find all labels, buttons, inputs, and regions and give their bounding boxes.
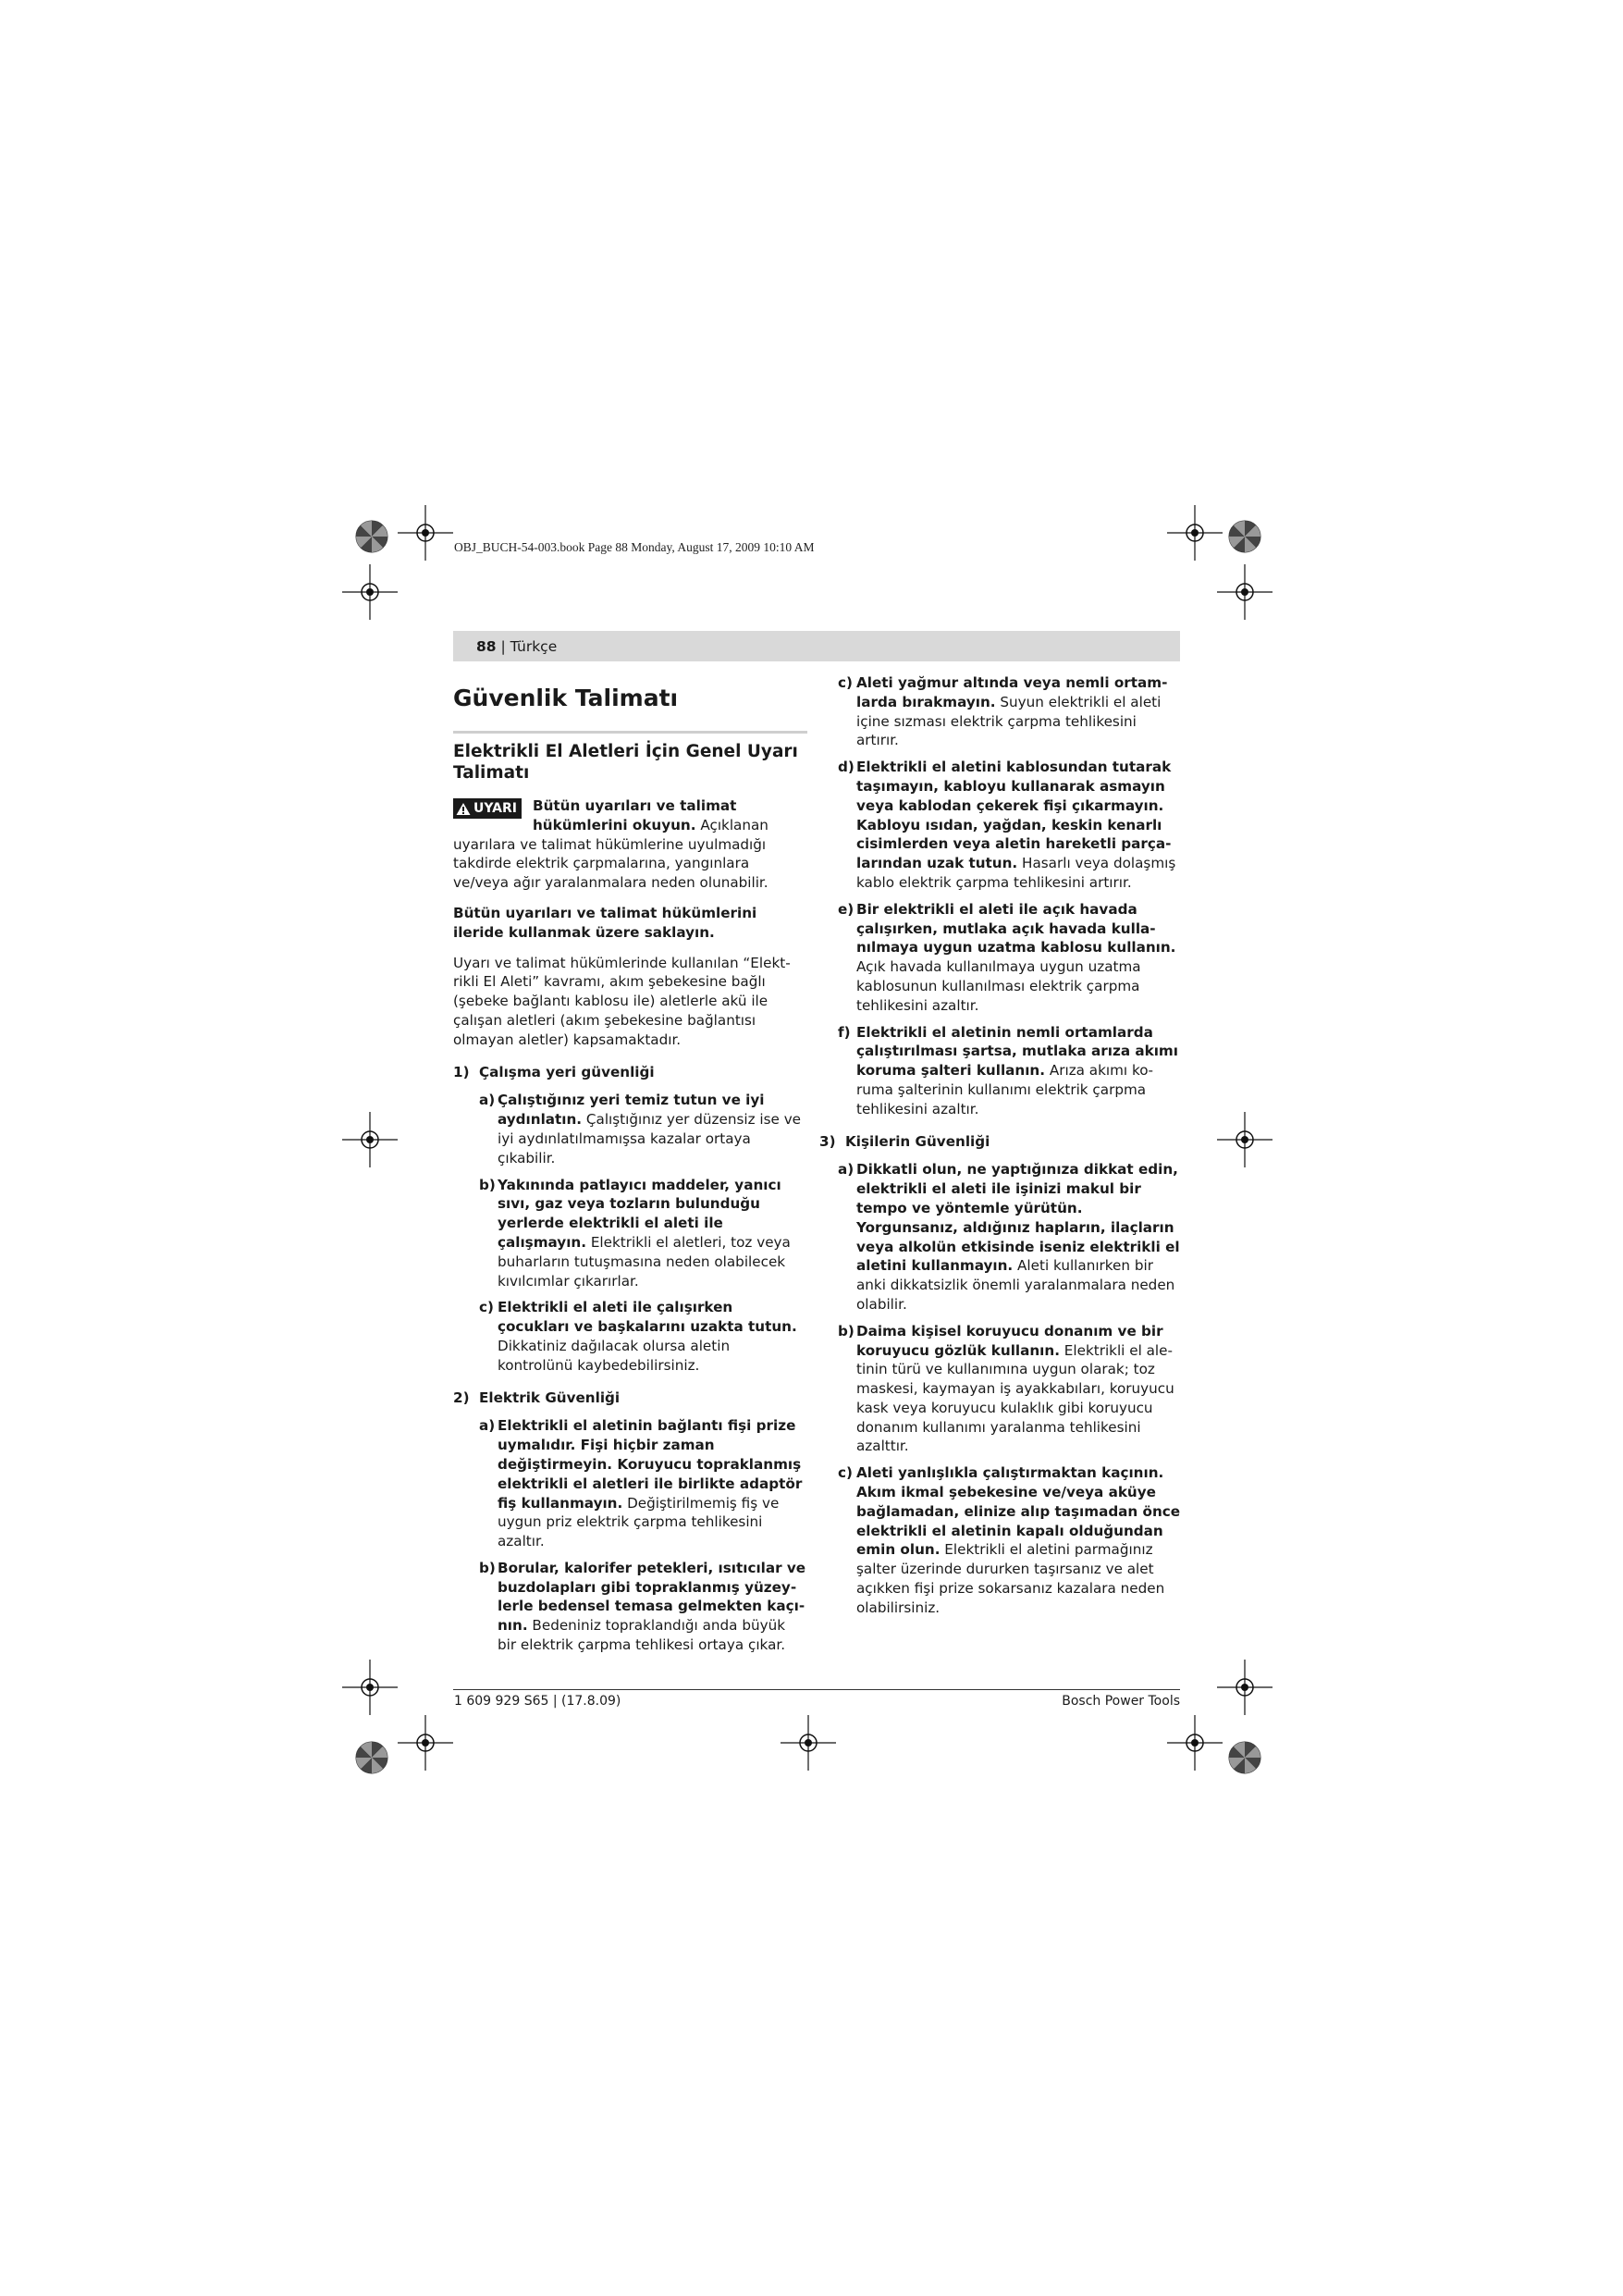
list-item <box>838 758 1182 893</box>
crosshair-mark <box>342 1112 398 1167</box>
crosshair-mark <box>1217 1112 1273 1167</box>
item-text <box>856 758 1182 893</box>
section-subtitle: Elektrikli El Aletleri İçin Genel Uyarı Talimatı <box>453 742 798 783</box>
item-letter: e) <box>838 900 855 918</box>
list-item <box>838 900 1182 1016</box>
item-text <box>498 1176 807 1291</box>
left-column <box>453 685 807 1655</box>
item-body-text: Elektrikli el aletleri, toz veya buharların tutuşmasına neden olabilecek kıvılcımlar çıkarırlar. <box>498 1233 791 1290</box>
crosshair-mark <box>1217 1660 1273 1715</box>
item-bold-text: Aleti yanlışlıkla çalıştırmaktan kaçının. Akım ikmal şebekesine ve/veya aküye bağlamadan, elinize alıp taşımadan önce elektrikli el aletinin kapalı olduğundan emin olun. <box>856 1464 1181 1559</box>
item-text <box>856 900 1182 1016</box>
section-number: 2) <box>453 1389 470 1406</box>
section-items <box>479 1416 807 1655</box>
crosshair-mark <box>781 1715 836 1771</box>
item-body-text: Dikkatiniz dağılacak olursa aletin kontrolünü kaybedebilirsiniz. <box>498 1337 731 1374</box>
intro-paragraph: Uyarı ve talimat hükümlerinde kullanılan “Elektrikli El Aleti” kavramı, akım şebekesine bağlı (şebeke bağlantı kablosu ile) aletlerle akü ile çalışan aletleri (akım şebekesine bağlantısı olmayan aletler) kapsamaktadır. <box>453 954 791 1048</box>
list-item <box>838 1160 1182 1314</box>
page-number: 88 <box>476 638 497 655</box>
footer-rule <box>453 1689 1180 1690</box>
warning-badge-label: UYARI <box>473 800 517 816</box>
warning-bold-text: Bütün uyarıları ve talimat hükümlerini okuyun. <box>533 797 737 833</box>
list-item <box>479 1091 807 1167</box>
item-body-text: Hasarlı veya dolaşmış kablo elektrik çarpma tehlikesini artırır. <box>856 855 1176 891</box>
item-bold-text: Çalıştığınız yeri temiz tutun ve iyi aydınlatın. <box>498 1092 765 1129</box>
section-heading <box>453 1063 807 1082</box>
footer-brand: Bosch Power Tools <box>1062 1694 1180 1709</box>
warning-badge <box>453 798 522 819</box>
item-text <box>498 1298 807 1375</box>
title-rule <box>453 731 807 734</box>
section-title: Kişilerin Güvenliği <box>845 1132 990 1150</box>
list-item <box>479 1559 807 1655</box>
registration-star-mark <box>1229 1742 1260 1773</box>
crosshair-mark <box>1217 564 1273 620</box>
footer-document-number: 1 609 929 S65 | (17.8.09) <box>454 1694 621 1709</box>
item-body-text: Aleti kullanırken bir anki dikkatsizlik önemli yaralanmalara neden olabilir. <box>856 1257 1175 1313</box>
crosshair-mark <box>398 1715 453 1771</box>
item-bold-text: Elektrikli el aletini kablosundan tutarak taşımayın, kabloyu kullanarak asmayın veya kablodan çekerek fişi çıkarmayın. Kabloyu ısıdan, yağdan, keskin kenarlı cisimlerden veya aletin hareketli parçalarından uzak tutun. <box>856 759 1172 872</box>
keep-instructions-note: Bütün uyarıları ve talimat hükümlerini ileride kullanmak üzere saklayın. <box>453 904 757 941</box>
item-letter: c) <box>479 1299 494 1316</box>
item-letter: d) <box>838 759 855 776</box>
item-bold-text: Elektrikli el aletinin bağlantı fişi prize uymalıdır. Fişi hiçbir zaman değiştirmeyin. Koruyucu topraklanmış elektrikli el aletleri ile birlikte adaptör fiş kullanmayın. <box>498 1417 803 1512</box>
crosshair-mark <box>342 564 398 620</box>
item-bold-text: Bir elektrikli el aleti ile açık havada çalışırken, mutlaka açık havada kullanılmaya uygun uzatma kablosu kullanın. <box>856 900 1176 957</box>
item-body-text: Çalıştığınız yer düzensiz ise ve iyi aydınlatılmamışsa kazalar ortaya çıkabilir. <box>498 1111 802 1167</box>
list-item <box>479 1176 807 1291</box>
item-text <box>856 1160 1182 1314</box>
item-body-text: Elektrikli el aletinin türü ve kullanımına uygun olarak; toz maskesi, kaymayan iş ayakkabıları, koruyucu kask veya koruyucu kulaklık gibi koruyucu donanım kullanımı yaralanma tehlikesini azalttır. <box>856 1341 1174 1455</box>
item-text <box>498 1559 807 1655</box>
item-body-text: Bedeniniz topraklandığı anda büyük bir elektrik çarpma tehlikesi ortaya çıkar. <box>498 1617 786 1654</box>
item-letter: a) <box>479 1092 496 1109</box>
item-text <box>498 1091 807 1167</box>
item-text <box>498 1416 807 1551</box>
registration-star-mark <box>356 521 387 552</box>
item-letter: f) <box>838 1023 851 1041</box>
item-bold-text: Borular, kalorifer petekleri, ısıtıcılar ve buzdolapları gibi topraklanmış yüzeylerle bedensel temasa gelmekten kaçının. <box>498 1559 806 1635</box>
item-bold-text: Dikkatli olun, ne yaptığınıza dikkat edin, elektrikli el aleti ile işinizi makul bir tempo ve yöntemle yürütün. Yorgunsanız, aldığınız hapların, ilaçların veya alkolün etkisinde iseniz elektrikli el aletini kullanmayın. <box>856 1161 1180 1275</box>
warning-text: Açıklanan uyarılara ve talimat hükümlerine uyulmadığı takdirde elektrik çarpmalarına, yangınlara ve/veya ağır yaralanmalara neden olunabilir. <box>453 816 768 892</box>
crosshair-mark <box>1167 505 1223 561</box>
item-letter: c) <box>838 1464 853 1482</box>
list-item <box>838 1463 1182 1617</box>
item-letter: b) <box>479 1176 496 1193</box>
list-item <box>838 1023 1182 1119</box>
section-number: 1) <box>453 1063 470 1080</box>
item-bold-text: Elektrikli el aletinin nemli ortamlarda çalıştırılması şartsa, mutlaka arıza akımı koruma şalteri kullanın. <box>856 1023 1178 1080</box>
registration-star-mark <box>356 1742 387 1773</box>
crosshair-mark <box>398 505 453 561</box>
section-items <box>838 1160 1182 1617</box>
list-item <box>838 673 1182 750</box>
print-slug-line: OBJ_BUCH-54-003.book Page 88 Monday, August 17, 2009 10:10 AM <box>454 540 815 554</box>
header-separator: | <box>496 638 510 655</box>
section-items <box>479 1091 807 1375</box>
item-bold-text: Daima kişisel koruyucu donanım ve bir koruyucu gözlük kullanın. <box>856 1322 1163 1359</box>
section-title: Elektrik Güvenliği <box>479 1389 621 1406</box>
page-title: Güvenlik Talimatı <box>453 685 679 711</box>
item-body-text: Elektrikli el aletini parmağınız şalter üzerinde dururken taşırsanız ve alet açıkken fişi prize sokarsanız kazalara neden olabilirsiniz. <box>856 1541 1165 1616</box>
page-header-band <box>453 631 1180 661</box>
warning-paragraph <box>453 796 807 893</box>
section-title: Çalışma yeri güvenliği <box>479 1063 655 1080</box>
list-item <box>838 1322 1182 1457</box>
item-bold-text: Aleti yağmur altında veya nemli ortamlarda bırakmayın. <box>856 674 1168 710</box>
item-bold-text: Yakınında patlayıcı maddeler, yanıcı sıvı, gaz veya tozların bulunduğu yerlerde elektrikli el aleti ile çalışmayın. <box>498 1176 781 1251</box>
item-letter: b) <box>479 1559 496 1576</box>
warning-triangle-icon <box>456 802 471 816</box>
item-letter: b) <box>838 1322 855 1339</box>
item-body-text: Açık havada kullanılmaya uygun uzatma kablosunun kullanılması elektrik çarpma tehlikesini azaltır. <box>856 958 1141 1014</box>
item-text <box>856 1023 1182 1119</box>
item-text <box>856 1463 1182 1617</box>
page-header <box>476 638 557 655</box>
section-number: 3) <box>819 1132 836 1150</box>
crosshair-mark <box>1167 1715 1223 1771</box>
item-body-text: Suyun elektrikli el aleti içine sızması elektrik çarpma tehlikesini artırır. <box>856 693 1162 749</box>
item-bold-text: Elektrikli el aleti ile çalışırken çocukları ve başkalarını uzakta tutun. <box>498 1299 797 1336</box>
item-letter: a) <box>838 1161 855 1179</box>
crosshair-mark <box>342 1660 398 1715</box>
item-letter: a) <box>479 1417 496 1435</box>
registration-star-mark <box>1229 521 1260 552</box>
item-body-text: Değiştirilmemiş fiş ve uygun priz elektrik çarpma tehlikesini azaltır. <box>498 1494 780 1550</box>
item-body-text: Arıza akımı koruma şalterinin kullanımı elektrik çarpma tehlikesini azaltır. <box>856 1062 1153 1117</box>
list-item <box>479 1416 807 1551</box>
item-text <box>856 673 1182 750</box>
list-item <box>479 1298 807 1375</box>
right-column <box>819 673 1182 1618</box>
section-heading <box>453 1389 807 1408</box>
header-language: Türkçe <box>510 638 558 655</box>
item-text <box>856 1322 1182 1457</box>
section-heading <box>819 1132 1182 1152</box>
item-letter: c) <box>838 674 853 691</box>
